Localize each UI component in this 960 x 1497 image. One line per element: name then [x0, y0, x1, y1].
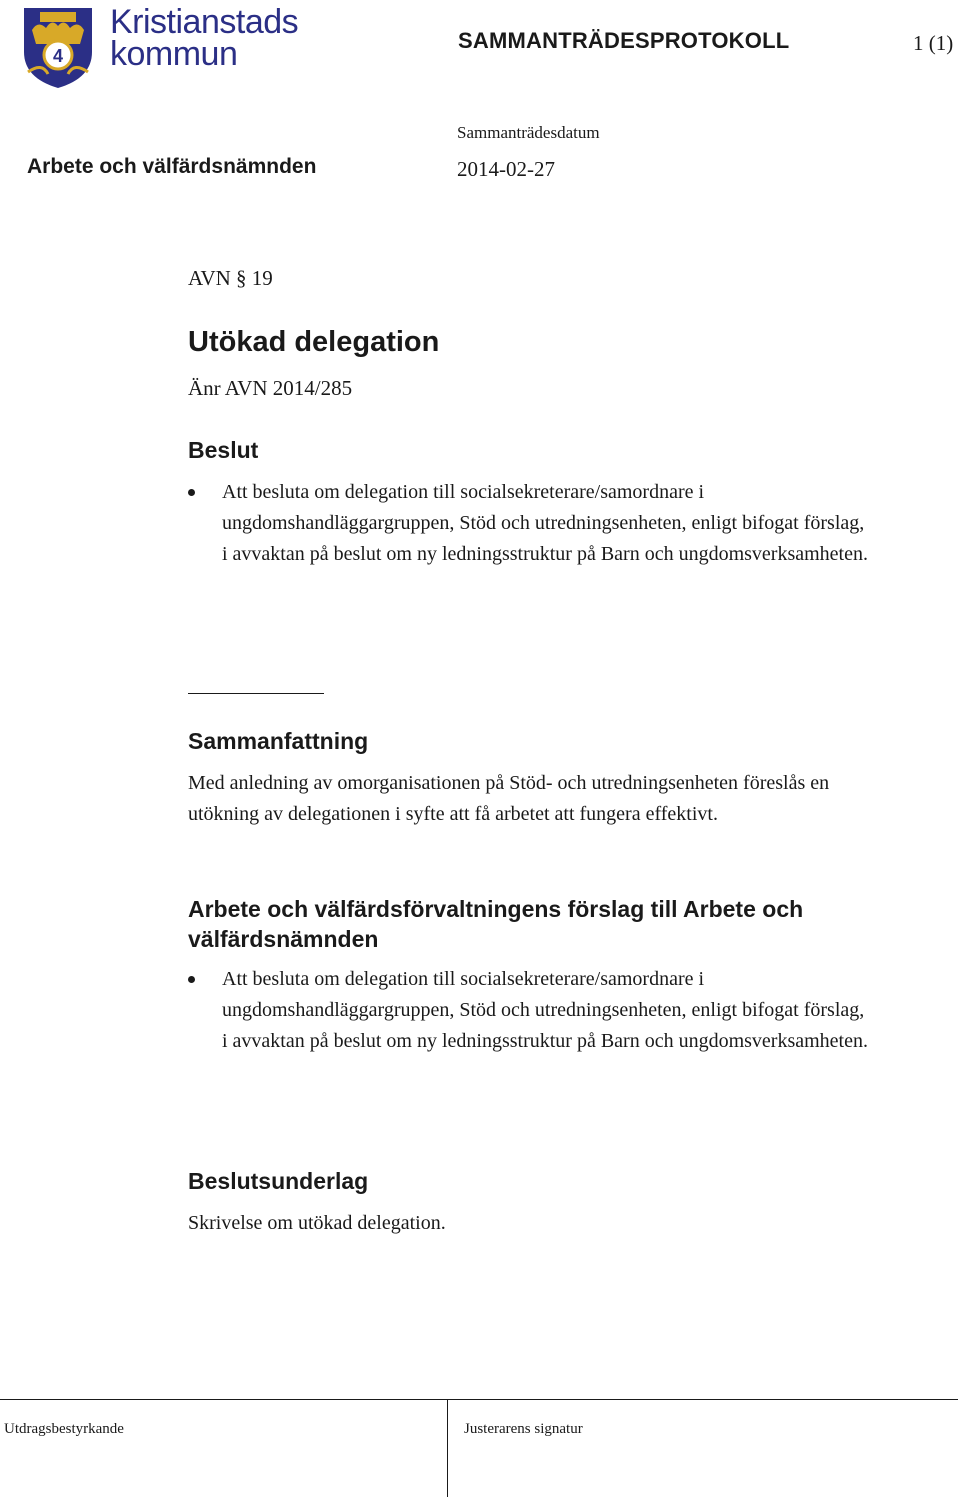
- summary-heading: Sammanfattning: [188, 728, 369, 754]
- meeting-date-value: 2014-02-27: [457, 157, 555, 181]
- basis-text: Skrivelse om utökad delegation.: [188, 1212, 446, 1234]
- proposal-list: [188, 964, 868, 1057]
- paragraph-reference: AVN § 19: [188, 266, 273, 290]
- logo-line-2: kommun: [110, 35, 238, 73]
- certification-label: Utdragsbestyrkande: [4, 1421, 124, 1437]
- decision-list: [188, 477, 868, 570]
- proposal-item: Att besluta om delegation till socialsekreterare/samordnare i ungdomshandläggargruppen, Stöd och utredningsenheten, enligt bifogat förslag, i avvaktan på beslut om ny ledningsstruktur på Barn och ungdomsverksamheten.: [188, 964, 868, 1057]
- summary-text: Med anledning av omorganisationen på Stöd- och utredningsenheten föreslås en utökning av delegationen i syfte att få arbetet att fungera effektivt.: [188, 772, 830, 825]
- proposal-heading: Arbete och välfärdsförvaltningens förslag till Arbete och välfärdsnämnden: [188, 896, 804, 952]
- section-separator: [188, 693, 324, 694]
- footer-rule: [0, 1399, 958, 1400]
- case-number: Änr AVN 2014/285: [188, 376, 353, 400]
- footer-divider: [447, 1399, 448, 1497]
- logo-wordmark: [110, 3, 299, 73]
- decision-item: Att besluta om delegation till socialsekreterare/samordnare i ungdomshandläggargruppen, Stöd och utredningsenheten, enligt bifogat förslag, i avvaktan på beslut om ny ledningsstruktur på Barn och ungdomsverksamheten.: [188, 477, 868, 570]
- page-number: 1 (1): [913, 31, 954, 55]
- page-title: Utökad delegation: [188, 326, 440, 358]
- svg-text:4: 4: [52, 46, 64, 66]
- document-type: SAMMANTRÄDESPROTOKOLL: [458, 28, 790, 53]
- meeting-date-label: Sammanträdesdatum: [457, 123, 600, 142]
- basis-heading: Beslutsunderlag: [188, 1168, 369, 1194]
- committee-name: Arbete och välfärdsnämnden: [27, 155, 317, 178]
- adjuster-signature-label: Justerarens signatur: [464, 1421, 583, 1437]
- coat-of-arms-icon: [18, 0, 98, 90]
- decision-heading: Beslut: [188, 437, 259, 463]
- logo-line-1: Kristianstads: [110, 3, 299, 41]
